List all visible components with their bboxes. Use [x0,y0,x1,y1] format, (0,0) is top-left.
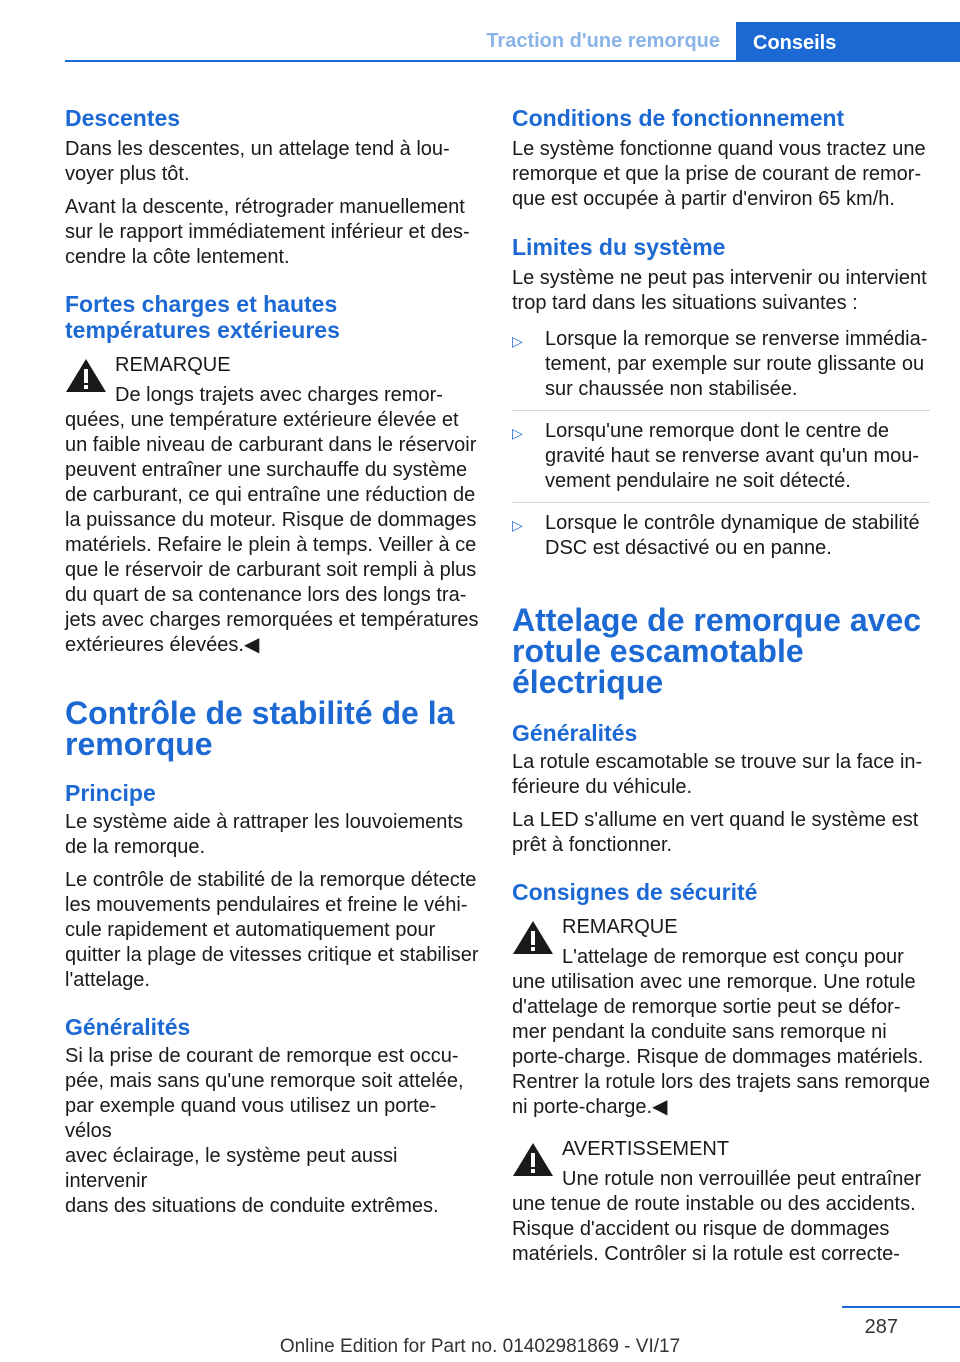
triangle-bullet-icon: ▷ [512,333,523,349]
text-line: La rotule escamotable se trouve sur la face in‐ [512,751,923,773]
principe-paragraph-2 [65,868,483,993]
text-line: quées, une température extérieure élevée et [65,409,459,431]
heading-line: électrique [512,664,664,700]
text-line: matériels. Refaire le plein à temps. Veiller à ce [65,534,477,556]
text-line: Lorsqu'une remorque dont le centre de [545,420,890,442]
section-tab: Conseils [736,22,960,62]
text-line: Lorsque le contrôle dynamique de stabilité [545,512,920,534]
warning-block-avertissement [512,1137,930,1267]
text-line: Le système aide à rattraper les louvoiements [65,811,463,833]
conditions-paragraph [512,137,930,212]
text-line: un faible niveau de carburant dans le réservoir [65,434,477,456]
triangle-bullet-icon: ▷ [512,425,523,441]
principe-heading: Principe [65,780,156,806]
page-header [0,0,960,62]
principe-paragraph-1 [65,810,483,860]
text-line: porte-charge. Risque de dommages matériels. [512,1046,924,1068]
text-line: que est occupée à partir d'environ 65 km/h. [512,188,895,210]
right-column [512,100,930,1267]
consignes-heading: Consignes de sécurité [512,879,758,905]
edition-footer: Online Edition for Part no. 01402981869 - VI/17 [279,1336,681,1357]
heading-line: Fortes charges et hautes [65,291,338,317]
generalites-2-heading: Généralités [512,720,638,746]
list-item [512,327,930,402]
text-line: que le réservoir de carburant soit rempli à plus [65,559,477,581]
heading-line: Contrôle de stabilité de la [65,695,455,731]
text-line: sur chaussée non stabilisée. [545,378,798,400]
warning-label: REMARQUE [562,916,678,938]
fortes-charges-heading [65,291,483,343]
limites-paragraph [512,266,930,316]
text-line: voyer plus tôt. [65,163,190,185]
descentes-heading: Descentes [65,105,181,131]
text-line: une tenue de route instable ou des accidents. [512,1193,916,1215]
left-column [65,100,483,1219]
heading-line: températures extérieures [65,317,340,343]
text-line: férieure du véhicule. [512,776,693,798]
text-line: trop tard dans les situations suivantes : [512,292,858,314]
text-line: Rentrer la rotule lors des trajets sans remorque [512,1071,930,1093]
warning-triangle-icon [65,357,107,394]
footer-rule [842,1306,960,1308]
text-line: pée, mais sans qu'une remorque soit attelée, [65,1070,464,1092]
generalites-paragraph [65,1044,483,1219]
text-line: l'attelage. [65,969,150,991]
text-line: Risque d'accident ou risque de dommages [512,1218,890,1240]
text-line: cule rapidement et automatiquement pour [65,919,436,941]
list-divider [512,410,930,411]
text-line: matériels. Contrôler si la rotule est correcte‐ [512,1243,900,1265]
breadcrumb: Traction d'une remorque [486,30,720,52]
conditions-heading: Conditions de fonctionnement [512,105,845,131]
text-line: Avant la descente, rétrograder manuellement [65,196,465,218]
text-line: une utilisation avec une remorque. Une rotule [512,971,916,993]
text-line: prêt à fonctionner. [512,834,673,856]
warning-triangle-icon [512,1141,554,1178]
text-line: DSC est désactivé ou en panne. [545,537,832,559]
list-item [512,419,930,494]
heading-line: rotule escamotable [512,633,804,669]
descentes-paragraph-2 [65,195,483,270]
text-line: par exemple quand vous utilisez un porte-vélos [65,1095,437,1142]
text-line: du quart de sa contenance lors des longs tra‐ [65,584,467,606]
controle-stabilite-heading [65,695,483,762]
attelage-heading [512,602,930,700]
text-line: L'attelage de remorque est conçu pour [562,946,904,968]
list-divider [512,502,930,503]
text-line: mer pendant la conduite sans remorque ni [512,1021,887,1043]
heading-line: remorque [65,726,213,762]
text-line: gravité haut se renverse avant qu'un mou‐ [545,445,920,467]
text-line: peuvent entraîner une surchauffe du système [65,459,468,481]
text-line: cendre la côte lentement. [65,246,290,268]
list-item [512,511,930,561]
text-line: Le système ne peut pas intervenir ou intervient [512,267,927,289]
text-line: quitter la plage de vitesses critique et stabiliser [65,944,479,966]
text-line: ni porte-charge.◀ [512,1096,668,1118]
text-line: tement, par exemple sur route glissante ou [545,353,925,375]
text-line: Le contrôle de stabilité de la remorque détecte [65,869,477,891]
warning-text [65,383,483,658]
warning-label: AVERTISSEMENT [562,1138,730,1160]
text-line: remorque et que la prise de courant de remor‐ [512,163,922,185]
text-line: dans des situations de conduite extrêmes. [65,1195,439,1217]
text-line: Si la prise de courant de remorque est occu‐ [65,1045,459,1067]
descentes-paragraph-1 [65,137,483,187]
heading-line: Attelage de remorque avec [512,602,922,638]
limites-list [512,327,930,561]
generalites-heading: Généralités [65,1014,191,1040]
page-number: 287 [864,1316,898,1338]
warning-triangle-icon [512,919,554,956]
text-line: les mouvements pendulaires et freine le véhi‐ [65,894,468,916]
warning-text [512,945,930,1120]
warning-block-remarque [65,353,483,658]
text-line: jets avec charges remorquées et températures [65,609,479,631]
text-line: de la remorque. [65,836,206,858]
warning-label: REMARQUE [115,354,231,376]
warning-text [512,1167,930,1267]
header-rule [65,60,960,62]
text-line: Dans les descentes, un attelage tend à lou‐ [65,138,450,160]
text-line: Une rotule non verrouillée peut entraîner [562,1168,922,1190]
generalites-2-paragraph-2 [512,808,930,858]
text-line: sur le rapport immédiatement inférieur et des‐ [65,221,470,243]
warning-block-remarque-2 [512,915,930,1120]
text-line: De longs trajets avec charges remor‐ [115,384,443,406]
text-line: vement pendulaire ne soit détecté. [545,470,851,492]
triangle-bullet-icon: ▷ [512,517,523,533]
text-line: La LED s'allume en vert quand le système est [512,809,919,831]
limites-heading: Limites du système [512,234,726,260]
text-line: avec éclairage, le système peut aussi intervenir [65,1145,398,1192]
generalites-2-paragraph-1 [512,750,930,800]
text-line: Le système fonctionne quand vous tractez une [512,138,926,160]
text-line: de carburant, ce qui entraîne une réduction de [65,484,476,506]
text-line: d'attelage de remorque sortie peut se défor‐ [512,996,901,1018]
text-line: extérieures élevées.◀ [65,634,260,656]
text-line: la puissance du moteur. Risque de dommages [65,509,477,531]
text-line: Lorsque la remorque se renverse immédia‐ [545,328,928,350]
